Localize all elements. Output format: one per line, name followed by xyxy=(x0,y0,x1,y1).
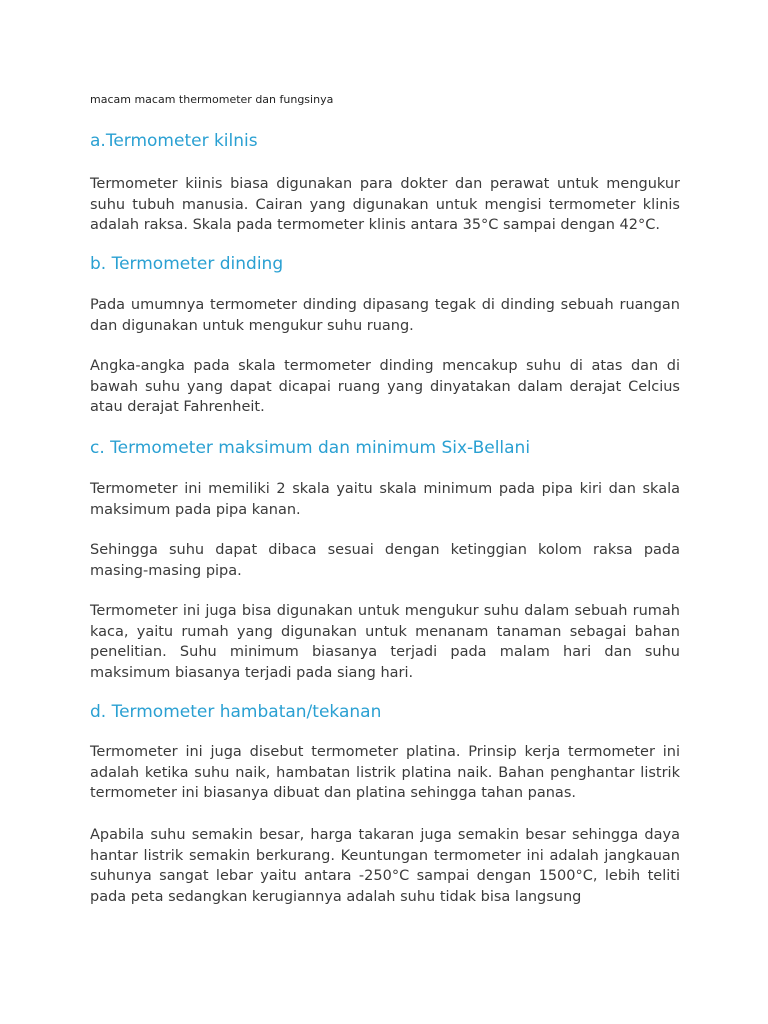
section-d-paragraph-1: Termometer ini juga disebut termometer platina. Prinsip kerja termometer ini adalah ketika suhu naik, hambatan listrik platina naik. Bahan penghantar listrik termometer ini biasanya dibuat dan platina sehingga tahan panas. xyxy=(90,744,680,801)
section-c-paragraph-2: Sehingga suhu dapat dibaca sesuai dengan ketinggian kolom raksa pada masing-masing pipa. xyxy=(90,542,680,579)
section-c-paragraph-3: Termometer ini juga bisa digunakan untuk mengukur suhu dalam sebuah rumah kaca, yaitu rumah yang digunakan untuk menanam tanaman sebagai bahan penelitian. Suhu minimum biasanya terjadi pada malam hari dan suhu maksimum biasanya terjadi pada siang hari. xyxy=(90,603,680,681)
section-heading-d: d. Termometer hambatan/tekanan xyxy=(90,702,382,722)
section-heading-b: b. Termometer dinding xyxy=(90,254,284,274)
section-d-paragraph-2: Apabila suhu semakin besar, harga takaran juga semakin besar sehingga daya hantar listrik semakin berkurang. Keuntungan termometer ini adalah jangkauan suhunya sangat lebar yaitu antara -250°C sampai dengan 1500°C, lebih teliti pada peta sedangkan kerugiannya adalah suhu tidak bisa langsung xyxy=(90,827,680,905)
section-a-paragraph-1: Termometer kiinis biasa digunakan para dokter dan perawat untuk mengukur suhu tubuh manusia. Cairan yang digunakan untuk mengisi termometer klinis adalah raksa. Skala pada termometer klinis antara 35°C sampai dengan 42°C. xyxy=(90,176,680,233)
document-title: macam macam thermometer dan fungsinya xyxy=(90,93,334,106)
section-heading-a: a.Termometer kilnis xyxy=(90,131,258,151)
section-heading-c: c. Termometer maksimum dan minimum Six-Bellani xyxy=(90,438,531,458)
section-c-paragraph-1: Termometer ini memiliki 2 skala yaitu skala minimum pada pipa kiri dan skala maksimum pada pipa kanan. xyxy=(90,481,680,518)
section-b-paragraph-1: Pada umumnya termometer dinding dipasang tegak di dinding sebuah ruangan dan digunakan untuk mengukur suhu ruang. xyxy=(90,297,680,334)
section-b-paragraph-2: Angka-angka pada skala termometer dinding mencakup suhu di atas dan di bawah suhu yang dapat dicapai ruang yang dinyatakan dalam derajat Celcius atau derajat Fahrenheit. xyxy=(90,358,680,415)
